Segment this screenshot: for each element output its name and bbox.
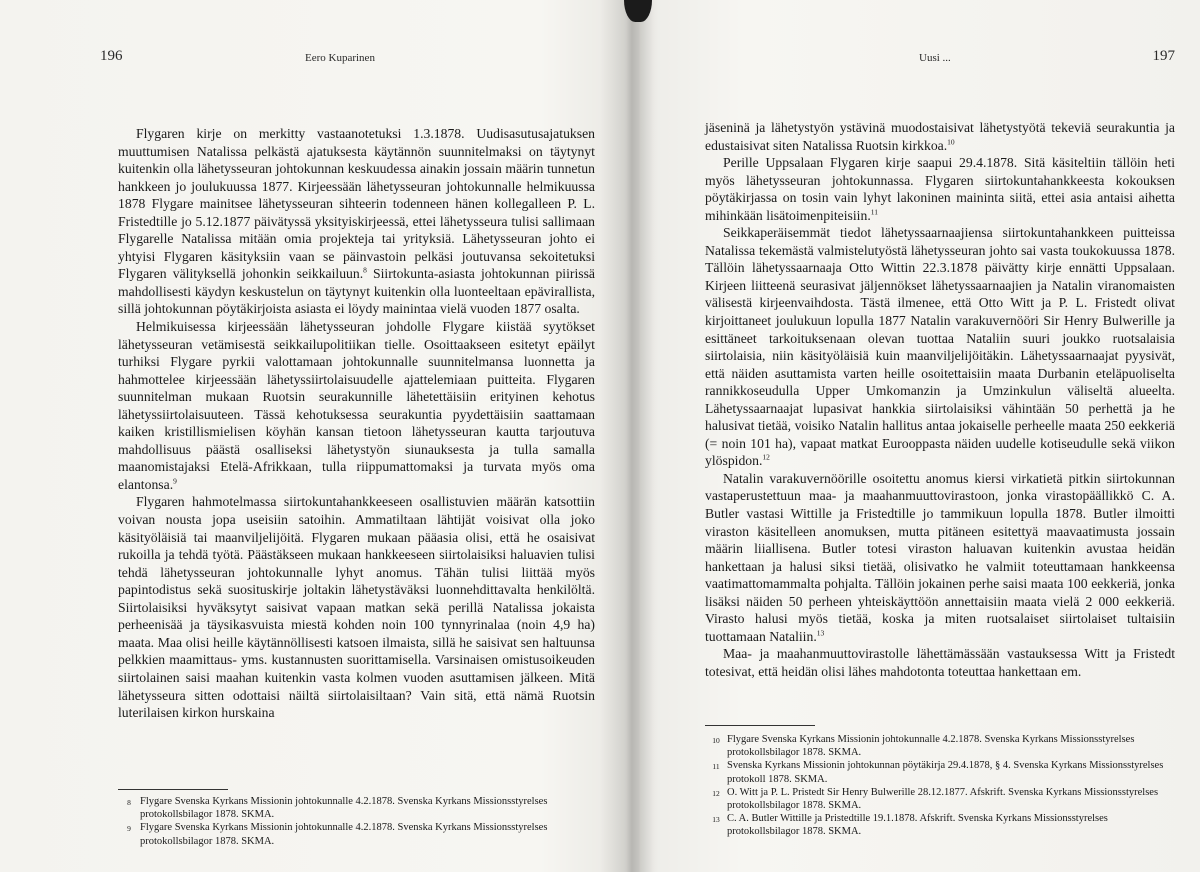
- right-paragraph-2: Perille Uppsalaan Flygaren kirje saapui 29.4.1878. Sitä käsiteltiin tällöin heti myös lähetysseuran johtokunnassa. Flygaren siirtokuntahankkeesta kokouksen pöytäkirjassa on tosin vain lyhyt lakoninen maininta siitä, ettei asia antaisi aihetta mihinkään lisätoimenpiteisiin.$^{11}$: [705, 155, 1175, 223]
- left-paragraph-3: Flygaren hahmotelmassa siirtokuntahankkeeseen osallistuvien määrän katsottiin voivan nousta jopa useisiin satoihin. Ammatiltaan lähtijät voisivat olla joko käsityöläisiä tai maanviljelijöitä. Flygaren mukaan pääasia olisi, että he osaisivat rukoilla ja tehdä työtä. Päästäkseen mukaan hankkeeseen siirtolaisiksi haluavien tulisi tehdä lähetysseuran johtokunnalle lyhyt anomus. Tähän tulisi liittää myös papintodistus sekä suosituskirje joltakin lähetystäväksi luonnehdittavalta henkilöltä. Siirtolaisiksi hyväksytyt saisivat vapaan matkan sekä perillä Natalissa jokaista perheenisää ja täysikasvuista miestä kohden noin 100 tynnyrinalaa (noin 4,9 ha) maata. Maa olisi heille käytännöllisesti katsoen ilmaista, sillä he saisivat sen haltuunsa pelkkien maamittaus- yms. kustannusten suorittamisella. Varsinaisen omistusoikeuden siirtolainen saisi maahan kuitenkin vasta kolmen vuoden asuttamisen jälkeen. Mitä lähetysseura sitten odottaisi näiltä siirtolaisiltaan? Vain sitä, että nämä Ruotsin luterilaisen kirkon hurskaina: [118, 494, 595, 721]
- right-page-number: 197: [1152, 48, 1175, 64]
- right-running-head: [705, 48, 1175, 72]
- right-paragraph-3: Seikkaperäisemmät tiedot lähetyssaarnaajiensa siirtokuntahankkeen puitteissa Natalissa tekemästä valmistelutyöstä lähetysseuran johto sai vasta toukokuussa 1878. Tällöin lähetyssaarnaaja Otto Wittin 22.3.1878 päivätty kirje ennätti Uppsalaan. Kirjeen liitteenä seurasivat jäljennökset lähetyssaarnaajien ja Natalin viranomaisten välisestä kirjeenvaihdosta. Tästä ilmenee, että Otto Witt ja P. L. Fristedt olivat kirjoittaneet joulukuun lopulla 1877 Natalin varakuvernööri Sir Henry Bulwerille ja esittäneet tarkoituksenaan olevan tuottaa Nataliin suuri joukko ruotsalaisia siirtolaisia, niin käsityöläisiä kuin maanviljelijöitäkin. Lähetyssaarnaajat pyysivät, että näiden asuttamista varten heille osoitettaisiin maata Durbanin eteläpuoliselta rannikkoseudulla Upper Umkomanzin ja Umzinkulun väliseltä alueelta. Lähetyssaarnaajat lupasivat hankkia siirtolaisiksi vähintään 50 perhettä ja he halusivat tietää, voisiko Natalin hallitus antaa jokaiselle perheelle maata 250 eekkeriä (= noin 101 ha), vapaat matkat Eurooppasta näiden uudelle kotiseudulle sekä viikon ylöspidon.$^{12}$: [705, 225, 1175, 469]
- footnote-10: 10 Flygare Svenska Kyrkans Missionin johtokunnalle 4.2.1878. Svenska Kyrkans Missionsstyrelses protokollsbilagor 1878. SKMA.: [712, 734, 1135, 759]
- right-footnotes: [705, 733, 1175, 839]
- footnote-11: 11 Svenska Kyrkans Missionin johtokunnan pöytäkirja 29.4.1878, § 4. Svenska Kyrkans Missionsstyrelses protokoll 1878. SKMA.: [712, 760, 1164, 785]
- gutter-shadow: [600, 0, 658, 872]
- left-running-head: [100, 48, 595, 72]
- left-footnotes: [118, 795, 595, 848]
- footnote-ref-8: 8: [363, 265, 367, 275]
- right-paragraph-4: Natalin varakuvernöörille osoitettu anomus kiersi virkatietä pitkin siirtokunnan vastaperustettuun maa- ja maahanmuuttovirastoon, jonka virastopäällikkö C. A. Butler vastasi Wittille ja Fristedtille jo tammikuun lopulla 1878. Butler ilmoitti viraston käsitelleen anomuksen, mutta pitäneen esitettyä maavaatimusta jossain määrin liiallisena. Butler totesi viraston haluavan kuitenkin avustaa heidän hankettaan ja halusi siksi tietää, olisivatko he valmiit toteuttamaan hankkeensa vaatimattomammalta pohjalta. Tällöin jokainen perhe saisi maata 100 eekkeriä, jonka lisäksi näiden 50 perheen yhteiskäyttöön annettaisiin maata vielä 2 000 eekkeriä. Virasto halusi myös tietää, koska ja miten ruotsalaiset siirtolaiset tultaisiin tuottamaan Nataliin.$^{13}$: [705, 470, 1175, 644]
- left-page-number: 196: [100, 48, 123, 64]
- right-body-text: [705, 119, 1175, 681]
- left-page: [100, 0, 595, 872]
- right-running-title: Uusi ...: [919, 52, 951, 64]
- right-page: [705, 0, 1175, 872]
- footnote-8: 8 Flygare Svenska Kyrkans Missionin johtokunnalle 4.2.1878. Svenska Kyrkans Missionsstyrelses protokollsbilagor 1878. SKMA.: [127, 796, 548, 821]
- footnote-ref-12: 12: [762, 452, 770, 462]
- left-footnote-rule: [118, 789, 228, 790]
- right-paragraph-5: Maa- ja maahanmuuttovirastolle lähettämässään vastauksessa Witt ja Fristedt totesivat, että heidän olisi lähes mahdotonta toteuttaa hankettaan em.: [705, 646, 1175, 679]
- left-paragraph-2: Helmikuisessa kirjeessään lähetysseuran johdolle Flygare kiistää syytökset lähetysseuran vetämisestä seikkailupolitiikan tielle. Osoittaakseen esitetyt epäilyt turhiksi Flygare pyrkii valottamaan johtokunnalle suunnitelmansa luonnetta ja hahmottelee kirjeessään lähetyssiirtolaisuudelle ajattelemiaan puitteita. Flygaren suunnitelman mukaan Ruotsin seurakunnille lähetettäisiin erityinen kehotus lähetyssiirtolaisuuteen. Tässä kehotuksessa seurakuntia pyydettäisiin saattamaan kaiken kristillismielisen köyhän kansan tietoon lähetysseuran kautta tarjoutuva mahdollisuus päästä osalliseksi lähetystyön siunauksesta ja tulla samalla maanomistajaksi Etelä-Afrikkaan, tulla riippumattomaksi ja turvata myös oma elantonsa.$^9$: [118, 319, 595, 492]
- footnote-9: 9 Flygare Svenska Kyrkans Missionin johtokunnalle 4.2.1878. Svenska Kyrkans Missionsstyrelses protokollsbilagor 1878. SKMA.: [127, 822, 548, 847]
- left-body-text: [118, 125, 595, 722]
- footnote-ref-13: 13: [816, 628, 825, 638]
- footnote-ref-11: 11: [870, 207, 878, 217]
- footnote-13: 13 C. A. Butler Wittille ja Pristedtille 19.1.1878. Afskrift. Svenska Kyrkans Missionsstyrelses protokollsbilagor 1878. SKMA.: [712, 813, 1108, 838]
- footnote-ref-10: 10: [947, 136, 955, 146]
- right-paragraph-1: jäseninä ja lähetystyön ystävinä muodostaisivat lähetystyötä tekeviä seurakuntia ja edustaisivat siten Natalissa Ruotsin kirkkoa.$^{10}$: [705, 120, 1175, 153]
- footnote-ref-9: 9: [173, 476, 177, 486]
- left-paragraph-1: Flygaren kirje on merkitty vastaanotetuksi 1.3.1878. Uudisasutusajatuksen muuttumisen Natalissa pelkästä ajatuksesta käytännön suunnitelmaksi on täytynyt kuitenkin olla lähetysseuran johtokunnan keskuudessa ainakin jossain määrin tunnetun hankkeen jo joulukuussa 1877. Kirjeessään lähetysseuran johtokunnalle helmikuussa 1878 Flygare mainitsee lähetysseuran sihteerin todenneen hänen kollegalleen P. L. Fristedtille jo 5.12.1877 päivätyssä yksityiskirjeessä, ettei lähetysseura tulisi sallimaan Flygarelle Natalissa mitään omia projekteja tai yrityksiä. Lähetysseuran johto ei yhtyisi Flygaren käsityksiin vaan se päinvastoin pelkäsi joutuvansa sekoitetuksi Flygaren välityksellä johonkin seikkailuun.$^8$ Siirtokunta-asiasta johtokunnan piirissä mahdollisesti käydyn keskustelun on täytynyt kuitenkin olla luonteeltaan epävirallista, sillä johtokunnan pöytäkirjoista asiasta ei löydy mainintaa vielä vuoden 1877 osalta.: [118, 126, 595, 317]
- left-running-title: Eero Kuparinen: [305, 52, 375, 64]
- footnote-12: 12 O. Witt ja P. L. Pristedt Sir Henry Bulwerille 28.12.1877. Afskrift. Svenska Kyrkans Missionsstyrelses protokollsbilagor 1878. SKMA.: [712, 786, 1159, 812]
- right-footnote-rule: [705, 725, 815, 726]
